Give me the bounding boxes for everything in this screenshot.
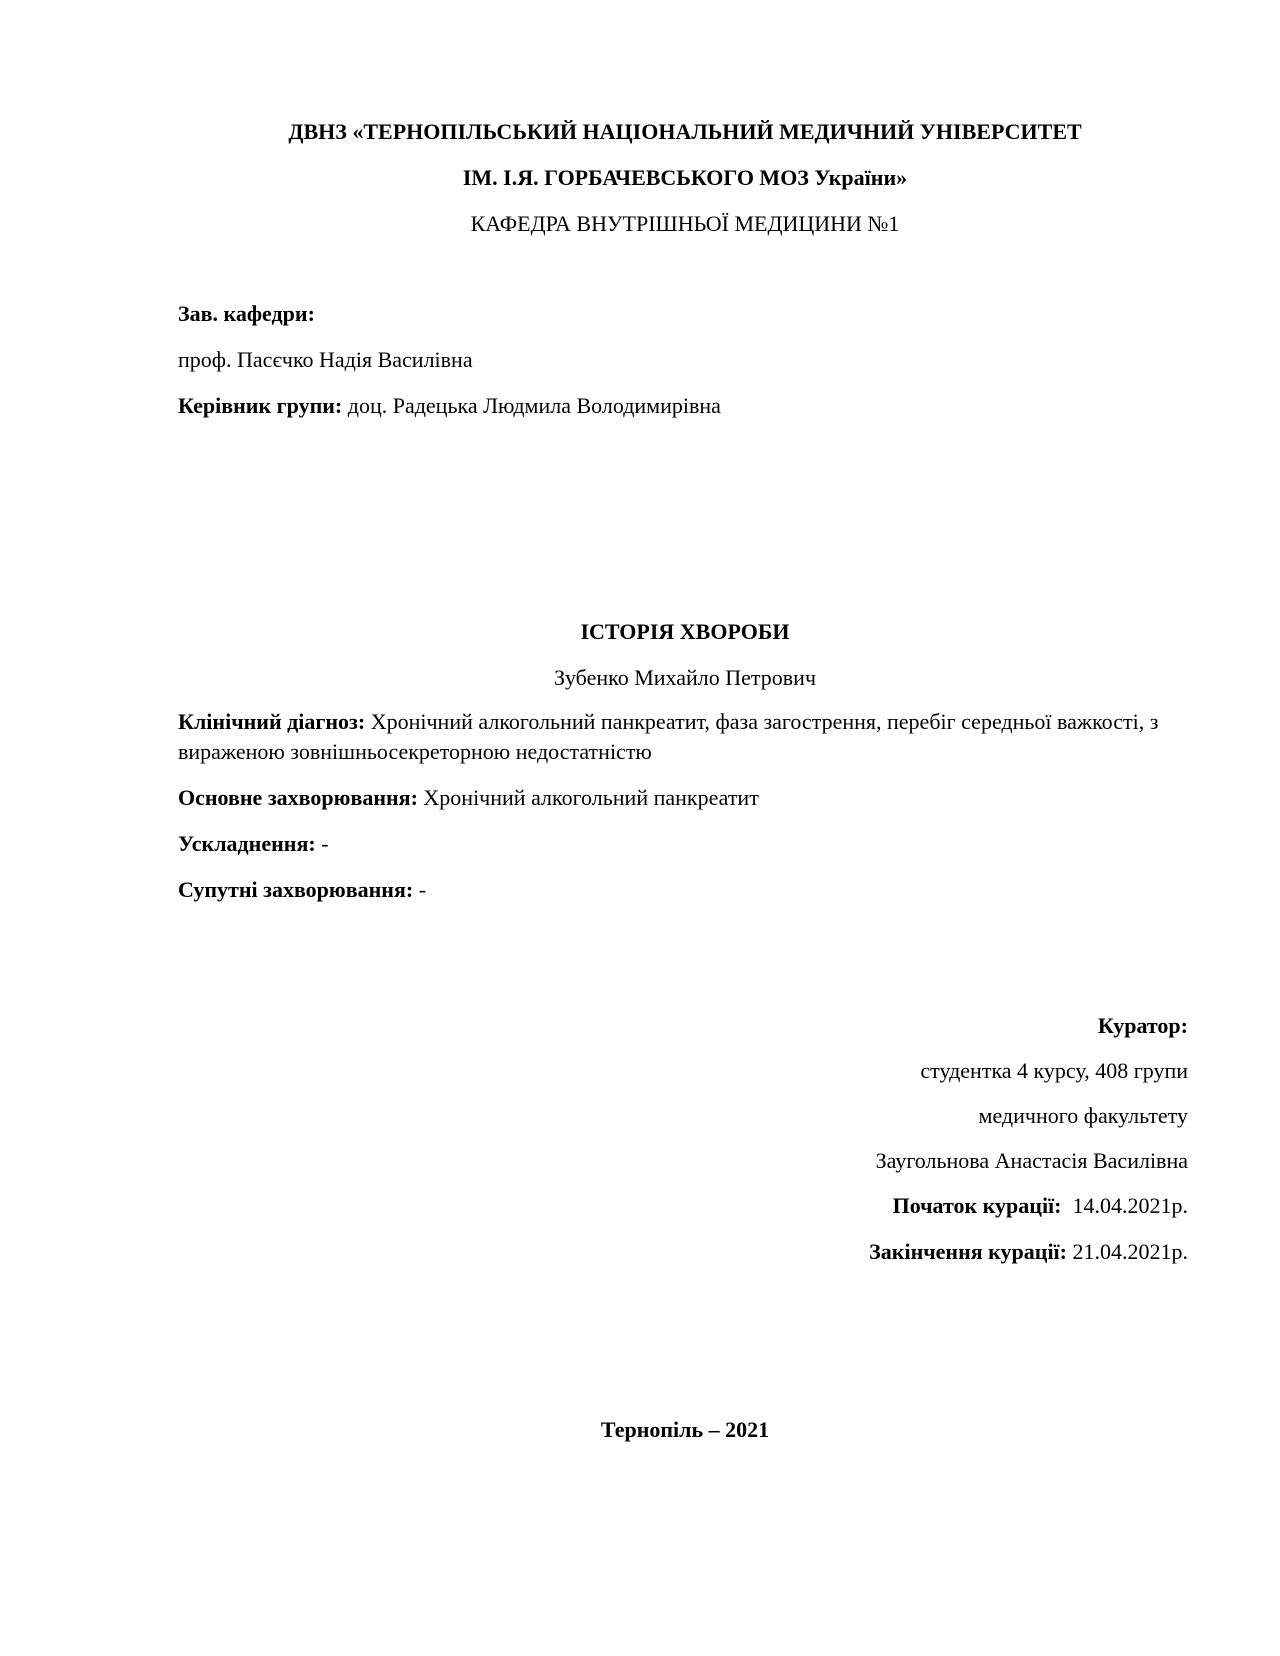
curator-name: Заугольнова Анастасія Василівна <box>875 1148 1188 1173</box>
patient-name: Зубенко Михайло Петрович <box>553 665 817 690</box>
university-name-line-2: ІМ. І.Я. ГОРБАЧЕВСЬКОГО МОЗ України» <box>462 165 908 190</box>
comorbid-diseases <box>178 876 426 904</box>
complications-value: - <box>321 831 329 856</box>
group-supervisor-label: Керівник групи: <box>178 393 343 418</box>
document-title: ІСТОРІЯ ХВОРОБИ <box>580 619 790 644</box>
curation-end <box>869 1238 1188 1266</box>
head-of-department-name: проф. Пасєчко Надія Василівна <box>178 347 473 372</box>
main-disease-label: Основне захворювання: <box>178 785 418 810</box>
city-year: Тернопіль – 2021 <box>600 1417 770 1442</box>
main-disease-value: Хронічний алкогольний панкреатит <box>423 785 759 810</box>
department-name: КАФЕДРА ВНУТРІШНЬОЇ МЕДИЦИНИ №1 <box>470 211 900 236</box>
curator-faculty: медичного факультету <box>978 1103 1188 1128</box>
head-of-department-label: Зав. кафедри: <box>178 301 315 326</box>
group-supervisor <box>178 392 721 420</box>
curation-end-label: Закінчення курації: <box>869 1239 1067 1264</box>
clinical-diagnosis-label: Клінічний діагноз: <box>178 709 366 734</box>
curation-start <box>893 1192 1188 1220</box>
curation-start-label: Початок курації: <box>892 1193 1062 1218</box>
university-name-line-1: ДВНЗ «ТЕРНОПІЛЬСЬКИЙ НАЦІОНАЛЬНИЙ МЕДИЧНИЙ УНІВЕРСИТЕТ <box>288 119 1082 144</box>
group-supervisor-name: доц. Радецька Людмила Володимирівна <box>347 393 721 418</box>
curator-course-group: студентка 4 курсу, 408 групи <box>920 1058 1188 1083</box>
clinical-diagnosis-value: Хронічний алкогольний панкреатит, фаза загострення, перебіг середньої важкості, з вираженою зовнішньосекреторною недостатністю <box>178 709 1159 764</box>
complications-label: Ускладнення: <box>178 831 316 856</box>
curation-end-date: 21.04.2021р. <box>1072 1239 1188 1264</box>
comorbid-diseases-label: Супутні захворювання: <box>178 877 414 902</box>
curation-start-date: 14.04.2021р. <box>1072 1193 1188 1218</box>
clinical-diagnosis <box>178 707 1178 767</box>
comorbid-diseases-value: - <box>418 877 427 902</box>
curator-label: Куратор: <box>1097 1013 1188 1038</box>
complications <box>178 830 329 858</box>
main-disease <box>178 784 759 812</box>
